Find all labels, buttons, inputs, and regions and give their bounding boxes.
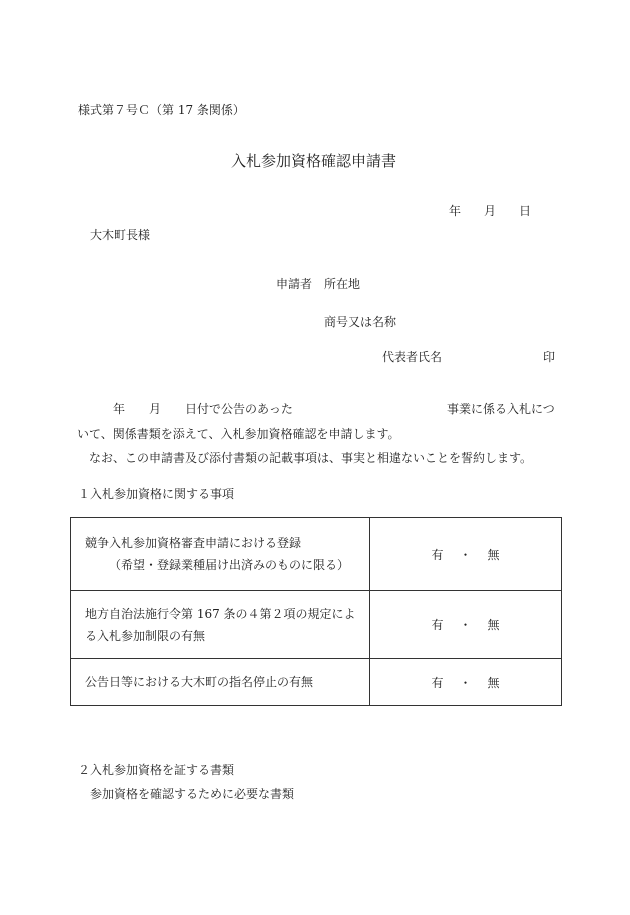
question-line: る入札参加制限の有無 [85,628,206,643]
separator: ・ [459,618,472,632]
question-cell [71,659,370,706]
question-line: 地方自治法施行令第 167 条の４第２項の規定によ [85,606,356,621]
separator: ・ [459,675,472,690]
question-line: （希望・登録業種届け出済みのものに限る） [109,558,350,572]
representative-label: 代表者氏名 [382,350,443,364]
question-line: 公告日等における大木町の指名停止の有無 [85,675,314,689]
section2-heading: ２入札参加資格を証する書類 [78,763,235,777]
address-label: 所在地 [324,277,361,291]
seal-mark: 印 [543,350,556,364]
body-year: 年 [113,402,126,416]
yes-option: 有 [431,618,444,632]
body-line2: いて、関係書類を添えて、入札参加資格確認を申請します。 [77,427,400,441]
form-number: 様式第７号Ｃ（第 17 条関係） [78,103,245,117]
yes-option: 有 [431,675,444,690]
section1-heading: １入札参加資格に関する事項 [78,487,235,501]
answer-cell [370,518,562,591]
question-line: 競争入札参加資格審査申請における登録 [85,536,302,550]
table-row [71,591,562,659]
addressee: 大木町長様 [90,228,151,242]
date-year: 年 [449,204,462,218]
answer-cell [370,659,562,706]
body-line1-tail: 事業に係る入札につ [447,402,555,416]
table-row [71,659,562,706]
document-title: 入札参加資格確認申請書 [231,152,397,170]
answer-cell [370,591,562,659]
no-option: 無 [487,618,500,632]
date-day: 日 [519,204,532,218]
body-line1: 日付で公告のあった [185,402,293,416]
separator: ・ [459,547,472,562]
question-cell [71,591,370,659]
body-month: 月 [149,402,162,416]
no-option: 無 [487,547,500,562]
table-row [71,518,562,591]
section2-subheading: 参加資格を確認するために必要な書類 [90,787,295,801]
company-name-label: 商号又は名称 [324,315,397,329]
date-month: 月 [484,204,497,218]
applicant-label: 申請者 [276,277,313,291]
qualification-table [70,517,562,706]
question-cell [71,518,370,591]
body-line3: なお、この申請書及び添付書類の記載事項は、事実と相違ないことを誓約します。 [89,451,533,465]
no-option: 無 [487,675,500,690]
yes-option: 有 [431,547,444,562]
